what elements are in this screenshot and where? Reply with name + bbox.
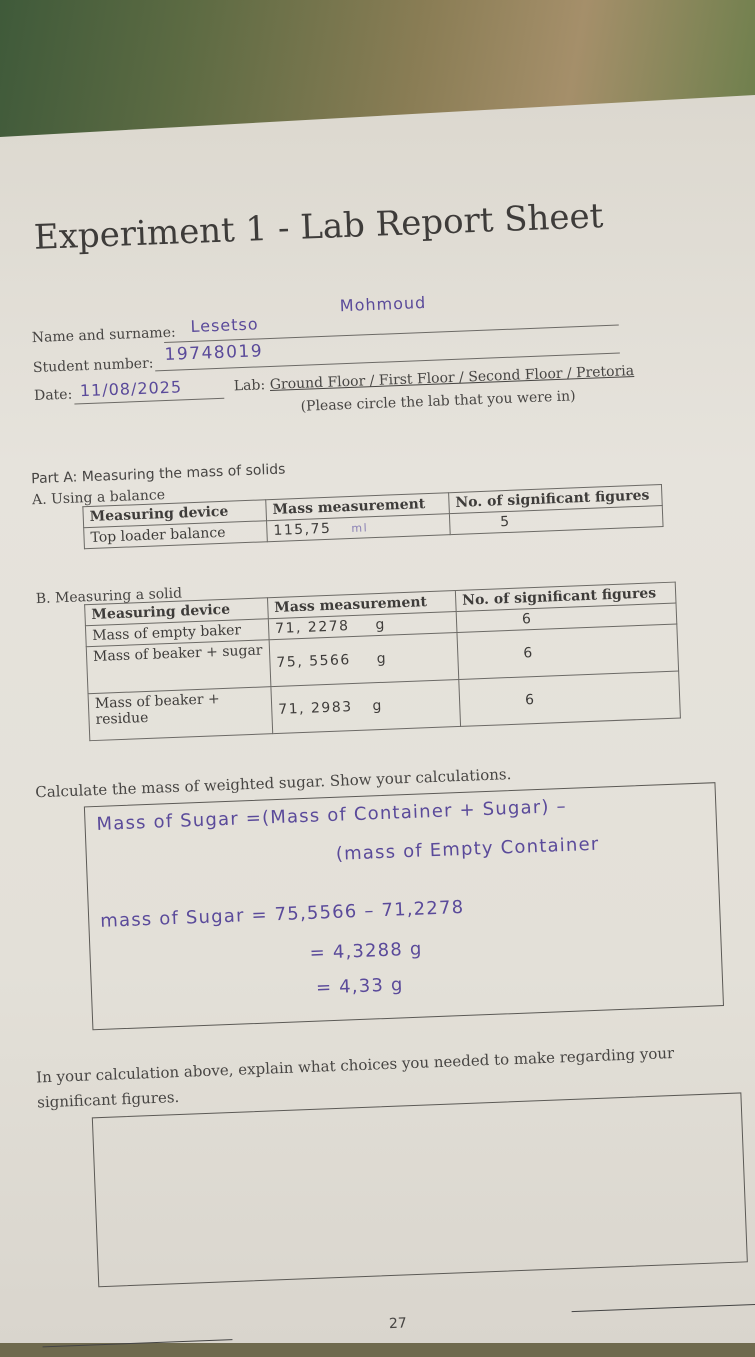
calc-line-2: (mass of Empty Container	[335, 833, 600, 865]
student-number-label: Student number:	[32, 355, 154, 377]
column-header-sig-figs: No. of significant figures	[449, 485, 663, 514]
part-b-table	[84, 582, 681, 742]
mass-value: 71, 2983	[277, 699, 353, 718]
calc-line-1: Mass of Sugar =(Mass of Container + Sugar) –	[96, 795, 568, 835]
mass-cell[interactable]	[271, 679, 461, 733]
sig-figs-cell[interactable]: 6	[456, 603, 677, 632]
mass-value: 71, 2278	[274, 618, 350, 637]
mass-value: 115,75	[273, 520, 332, 539]
mass-unit: g	[372, 697, 384, 715]
mass-unit: ml	[351, 521, 369, 535]
calc-line-4: = 4,3288 g	[309, 938, 423, 964]
lab-options[interactable]: Ground Floor / First Floor / Second Floor / Pretoria	[269, 363, 635, 393]
column-header-device: Measuring device	[85, 598, 269, 626]
mass-value: 75, 5566	[276, 652, 352, 671]
sig-figs-cell[interactable]: 5	[449, 506, 663, 535]
footer-line-right	[572, 1304, 755, 1312]
device-cell: Mass of beaker + residue	[88, 687, 273, 741]
column-header-device: Measuring device	[83, 500, 267, 528]
mass-cell[interactable]	[269, 632, 459, 686]
sig-figs-answer-box[interactable]	[92, 1092, 748, 1287]
date-label: Date:	[33, 386, 73, 405]
device-cell: Mass of beaker + sugar	[86, 640, 271, 694]
part-b-subheading: B. Measuring a solid	[35, 585, 183, 608]
name-label: Name and surname:	[31, 324, 176, 347]
column-header-sig-figs: No. of significant figures	[455, 582, 676, 611]
column-header-mass: Mass measurement	[267, 591, 456, 619]
name-value-first[interactable]: Lesetso	[190, 314, 259, 336]
lab-note: (Please circle the lab that you were in)	[300, 388, 576, 415]
student-number-value[interactable]: 19748019	[164, 341, 264, 366]
part-a-subheading: A. Using a balance	[31, 487, 166, 509]
mass-unit: g	[376, 650, 388, 668]
device-cell: Mass of empty baker	[85, 619, 269, 647]
part-a-heading: Part A: Measuring the mass of solids	[30, 461, 286, 488]
lab-label: Lab:	[233, 377, 266, 395]
name-value-last[interactable]: Mohmoud	[339, 292, 427, 316]
calc-line-5: = 4,33 g	[315, 974, 404, 999]
date-value[interactable]: 11/08/2025	[79, 377, 183, 401]
calc-line-3: mass of Sugar = 75,5566 – 71,2278	[99, 896, 465, 932]
sig-figs-cell[interactable]: 6	[457, 624, 679, 679]
sig-figs-cell[interactable]: 6	[459, 671, 681, 726]
sig-figs-prompt-line-1: In your calculation above, explain what choices you needed to make regarding your	[35, 1043, 675, 1087]
page-number: 27	[388, 1315, 408, 1333]
device-cell: Top loader balance	[84, 521, 268, 549]
calculation-prompt: Calculate the mass of weighted sugar. Show your calculations.	[34, 765, 512, 802]
sig-figs-prompt-line-2: significant figures.	[36, 1088, 180, 1112]
part-a-table	[82, 484, 663, 549]
mass-unit: g	[375, 616, 387, 634]
footer-line-left	[43, 1339, 233, 1347]
page-title: Experiment 1 - Lab Report Sheet	[33, 196, 605, 258]
column-header-mass: Mass measurement	[266, 493, 450, 521]
